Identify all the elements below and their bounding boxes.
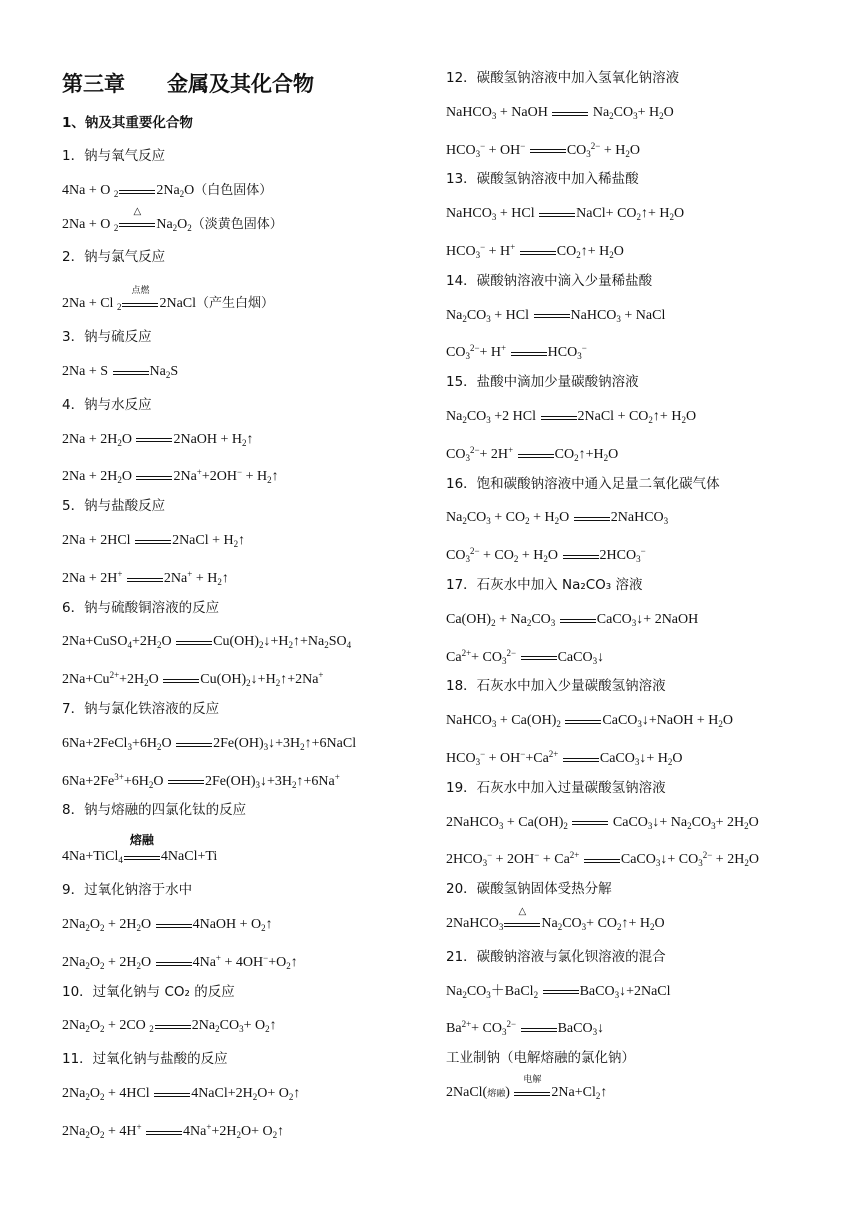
equation: $2Na_2O_2 + 4HCl$ $4NaCl+2H_2O+$ $O_2↑$	[62, 1085, 301, 1102]
reaction-heading: 13．碳酸氢钠溶液中加入稀盐酸	[446, 171, 639, 188]
equals-arrow-icon	[560, 613, 596, 627]
equals-arrow-icon	[176, 737, 212, 751]
equals-arrow-icon	[552, 106, 588, 120]
equals-arrow-icon	[168, 774, 204, 788]
equals-arrow-icon	[514, 1074, 550, 1100]
equation: $CO_3^{2-} + CO_2 + H_2O$ $2HCO_3^-$	[446, 546, 646, 565]
right-lines	[446, 62, 846, 1110]
reaction-condition: △	[133, 206, 142, 218]
reaction-condition: 点燃	[131, 285, 150, 296]
equals-arrow-icon	[136, 432, 172, 446]
equals-arrow-icon	[504, 905, 540, 931]
equals-arrow-icon	[543, 984, 579, 998]
reaction-condition: 熔融	[129, 832, 154, 847]
equation: $2Na + 2H_2O$ $2Na^++2OH^- + H_2↑$	[62, 467, 279, 486]
reaction-heading: 21．碳酸钠溶液与氯化钡溶液的混合	[446, 948, 666, 965]
reaction-heading: 14．碳酸钠溶液中滴入少量稀盐酸	[446, 272, 653, 289]
reaction-heading: 12．碳酸氢钠溶液中加入氢氧化钠溶液	[446, 70, 680, 86]
equation: $2Na + 2H_2O$ 2NaOH + $H_2↑$	[62, 431, 254, 448]
equals-arrow-icon	[155, 1019, 191, 1033]
equals-arrow-icon	[539, 207, 575, 221]
equation: 4Na + O $_2$ $2Na_2O$（白色固体）	[62, 182, 273, 199]
reaction-heading: 10．过氧化钠与 CO₂ 的反应	[62, 983, 235, 1000]
equals-arrow-icon	[146, 1125, 182, 1139]
equation: 2NaHCO$_3$ △ $Na_2CO_3+$ $CO_2↑+ H_2O$	[446, 905, 665, 932]
equals-arrow-icon	[127, 572, 163, 586]
reaction-heading: 16．饱和碳酸钠溶液中通入足量二氧化碳气体	[446, 475, 720, 492]
equals-arrow-icon	[563, 752, 599, 766]
equation: 2Na + O $_2$ △ $Na_2O_2$（淡黄色固体）	[62, 206, 283, 233]
equals-arrow-icon	[572, 815, 608, 829]
equation: NaHCO$_3$ + $Ca(OH)_2$ CaCO$_3$↓+NaOH + $H_2O$	[446, 713, 733, 730]
equation: $Ba^{2+}+ CO_3^{2-}$ BaCO$_3$↓	[446, 1019, 605, 1038]
equals-arrow-icon	[135, 534, 171, 548]
equation: 2NaHCO$_3$ + $Ca(OH)_2$ CaCO$_3$↓+ $Na_2CO_3+ 2H_2O$	[446, 814, 759, 831]
reaction-heading: 17．石灰水中加入 Na₂CO₃ 溶液	[446, 576, 643, 593]
equals-arrow-icon	[511, 346, 547, 360]
right-column	[446, 62, 846, 1110]
equation: 2Na + Cl $_2$ 点燃 2NaCl（产生白烟）	[62, 285, 275, 313]
equation: $CO_3^{2-}+ 2H^+$ $CO_2↑+H_2O$	[446, 444, 619, 463]
equals-arrow-icon	[521, 650, 557, 664]
equals-arrow-icon	[541, 410, 577, 424]
equals-arrow-icon	[530, 143, 566, 157]
equation: $Ca^{2+}+ CO_3^{2-}$ CaCO$_3$↓	[446, 647, 605, 666]
page-title: 第三章 金属及其化合物	[62, 72, 314, 96]
reaction-heading: 5．钠与盐酸反应	[62, 498, 166, 515]
equals-arrow-icon	[163, 673, 199, 687]
equation: 2Na + 2H+ $2Na^+ + H_2↑$	[62, 568, 229, 587]
reaction-heading: 11．过氧化钠与盐酸的反应	[62, 1051, 228, 1068]
equation: $HCO_3^- + OH^-+Ca^{2+}$ CaCO$_3$↓+ $H_2O$	[446, 748, 683, 767]
equals-arrow-icon	[565, 714, 601, 728]
equals-arrow-icon	[156, 918, 192, 932]
equation: $Na_2CO_3+BaCl_2$ BaCO$_3$↓+2NaCl	[446, 983, 671, 1000]
equals-arrow-icon	[119, 184, 155, 198]
equation: $2Na_2O_2 + 4H^+$ $4Na^++2H_2O+$ $O_2↑$	[62, 1121, 285, 1140]
equation: $Na_2CO_3 + CO_2 + H_2O$ 2NaHCO$_3$	[446, 510, 669, 527]
equation: 2NaCl(熔融) 电解 $2Na+Cl_2↑$	[446, 1074, 608, 1101]
reaction-heading: 19．石灰水中加入过量碳酸氢钠溶液	[446, 779, 666, 796]
equation: $CO_3^{2-}+ H^+$ $HCO_3^-$	[446, 343, 587, 362]
reaction-heading: 1．钠与氧气反应	[62, 148, 166, 164]
equals-arrow-icon	[176, 635, 212, 649]
equation: $HCO_3^- + OH^-$ $CO_3^{2-} + H_2O$	[446, 140, 641, 159]
equals-arrow-icon	[119, 206, 155, 231]
equals-arrow-icon	[521, 1022, 557, 1036]
reaction-heading: 工业制钠（电解熔融的氯化钠）	[446, 1050, 635, 1067]
equation: $Na_2CO_3$ + HCl NaHCO$_3$ + NaCl	[446, 307, 666, 324]
equation: $6Na+2FeCl_3+6H_2O$ $2Fe(OH)_3↓+3H_2↑+6NaCl$	[62, 735, 357, 752]
reaction-heading: 7．钠与氯化铁溶液的反应	[62, 700, 220, 717]
equation: $Na_2CO_3 +2$ HCl 2NaCl + $CO_2↑+ H_2O$	[446, 408, 697, 425]
equation: $HCO_3^- + H^+$ $CO_2↑+ H_2O$	[446, 241, 624, 260]
equals-arrow-icon	[574, 511, 610, 525]
reaction-heading: 18．石灰水中加入少量碳酸氢钠溶液	[446, 678, 666, 695]
equals-arrow-icon	[113, 365, 149, 379]
reaction-heading: 2．钠与氯气反应	[62, 249, 166, 266]
equals-arrow-icon	[156, 956, 192, 970]
section-subtitle: 1、钠及其重要化合物	[62, 115, 193, 131]
equals-arrow-icon	[520, 245, 556, 259]
equation: $2Na_2O_2 + 2CO$ $_2$ $2Na_2CO_3+$ $O_2↑$	[62, 1018, 277, 1035]
equation: $Ca(OH)_2 + Na_2CO_3$ CaCO$_3$↓+ 2NaOH	[446, 611, 699, 628]
equals-arrow-icon	[124, 832, 160, 864]
left-column	[62, 62, 422, 1145]
equation: 2Na + S $Na_2S$	[62, 363, 179, 380]
equals-arrow-icon	[122, 285, 158, 311]
left-lines	[62, 140, 422, 1145]
equation: NaHCO$_3$ + HCl NaCl+ $CO_2↑+ H_2O$	[446, 206, 685, 223]
equals-arrow-icon	[154, 1087, 190, 1101]
equals-arrow-icon	[136, 470, 172, 484]
equation: $2Na+CuSO_4+2H_2O$ $Cu(OH)_2↓+H_2↑+Na_2SO_4$	[62, 634, 352, 651]
equals-arrow-icon	[563, 549, 599, 563]
equation: $2Na_2O_2 + 2H_2O$ 4NaOH + $O_2↑$	[62, 916, 273, 933]
reaction-heading: 20．碳酸氢钠固体受热分解	[446, 881, 612, 898]
reaction-heading: 6．钠与硫酸铜溶液的反应	[62, 599, 220, 616]
reaction-condition: 电解	[523, 1074, 542, 1085]
equals-arrow-icon	[534, 308, 570, 322]
equals-arrow-icon	[584, 853, 620, 867]
reaction-heading: 3．钠与硫反应	[62, 329, 152, 346]
reaction-heading: 4．钠与水反应	[62, 396, 152, 413]
reaction-condition: △	[518, 905, 527, 917]
equals-arrow-icon	[518, 448, 554, 462]
equation: $2Na_2O_2 + 2H_2O$ $4Na^+ + 4OH^-+O_2↑$	[62, 952, 298, 971]
equation: 2Na + 2HCl 2NaCl + $H_2↑$	[62, 532, 246, 549]
reaction-heading: 9．过氧化钠溶于水中	[62, 882, 193, 899]
reaction-heading: 8．钠与熔融的四氯化钛的反应	[62, 802, 247, 819]
equation: 4Na+TiCl$_4$ 熔融 4NaCl+Ti	[62, 832, 218, 866]
equation: $2Na+Cu^{2+}+2H_2O$ $Cu(OH)_2↓+H_2↑+2Na^+$	[62, 670, 324, 689]
equation: $6Na+2Fe^{3+}+6H_2O$ $2Fe(OH)_3↓+3H_2↑+6Na^+$	[62, 771, 340, 790]
equation: $2HCO_3^- + 2OH^- + Ca^{2+}$ CaCO$_3$↓+ $CO_3^{2-} + 2H_2O$	[446, 850, 759, 869]
reaction-heading: 15．盐酸中滴加少量碳酸钠溶液	[446, 374, 639, 391]
equation: NaHCO$_3$ + NaOH $Na_2CO_3+ H_2O$	[446, 104, 674, 121]
